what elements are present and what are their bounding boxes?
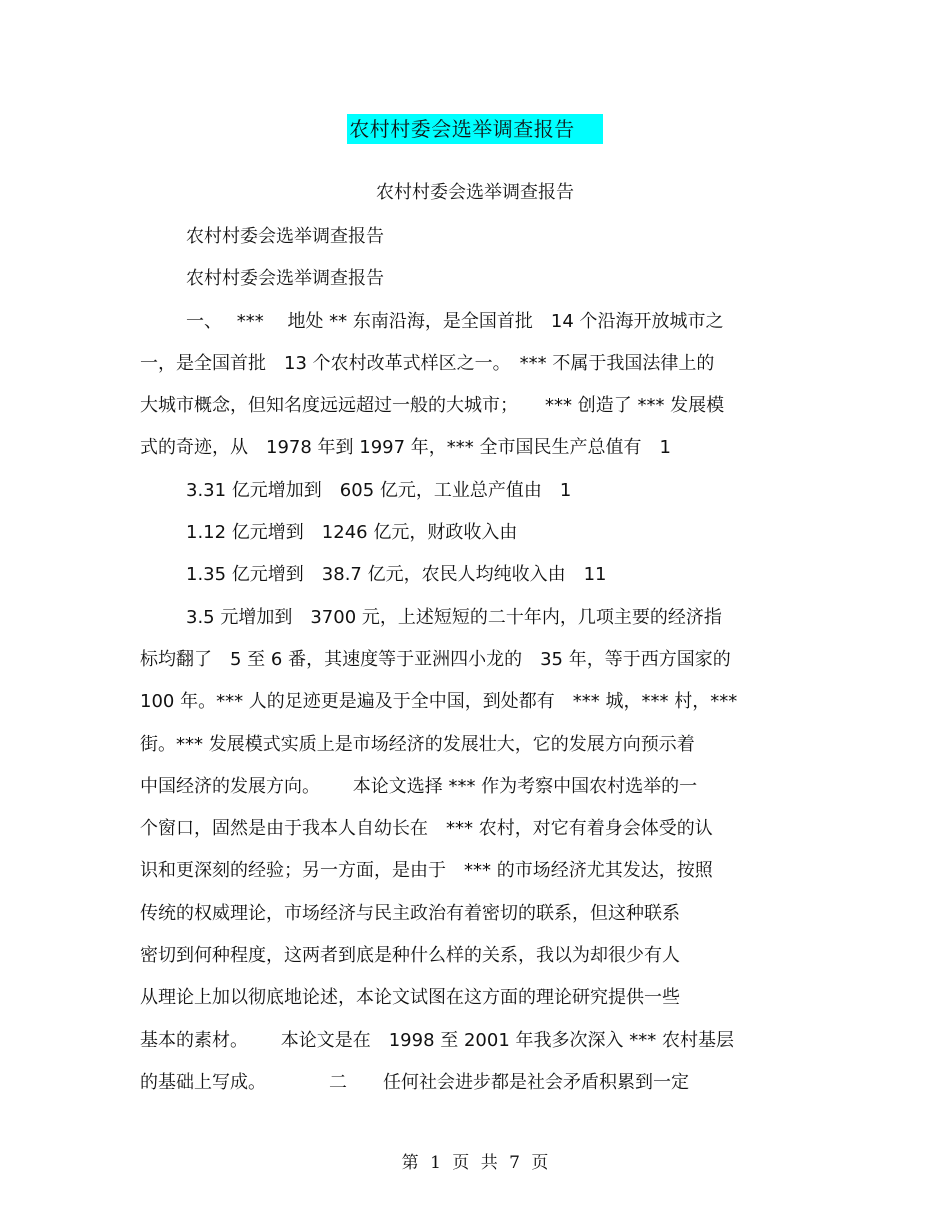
body-line: 中国经济的发展方向。 本论文选择 *** 作为考察中国农村选举的一 (140, 775, 698, 797)
document-body (140, 216, 820, 1104)
body-line: 密切到何种程度，这两者到底是种什么样的关系，我以为却很少有人 (140, 945, 680, 967)
body-line: 农村村委会选举调查报告 (186, 226, 384, 247)
body-line: 1.12 亿元增到 1246 亿元，财政收入由 (186, 522, 518, 544)
body-line: 基本的素材。 本论文是在 1998 至 2001 年我多次深入 *** 农村基层 (140, 1029, 734, 1051)
body-line: 识和更深刻的经验；另一方面，是由于 *** 的市场经济尤其发达，按照 (140, 860, 713, 882)
page-footer: 第 1 页 共 7 页 (401, 1153, 549, 1173)
body-line: 标均翻了 5 至 6 番，其速度等于亚洲四小龙的 35 年，等于西方国家的 (140, 648, 731, 670)
title-container (0, 114, 950, 144)
body-line: 从理论上加以彻底地论述，本论文试图在这方面的理论研究提供一些 (140, 987, 680, 1009)
body-line: 街。*** 发展模式实质上是市场经济的发展壮大，它的发展方向预示着 (140, 733, 695, 755)
body-line: 农村村委会选举调查报告 (186, 268, 384, 290)
document-subtitle: 农村村委会选举调查报告 (376, 182, 574, 203)
body-line: 式的奇迹，从 1978 年到 1997 年，*** 全市国民生产总值有 1 (140, 437, 671, 459)
body-line: 传统的权威理论，市场经济与民主政治有着密切的联系，但这种联系 (140, 902, 680, 924)
document-title: 农村村委会选举调查报告 (347, 114, 603, 144)
body-line: 的基础上写成。 二 任何社会进步都是社会矛盾积累到一定 (140, 1071, 689, 1093)
body-line: 一、 *** 地处 ** 东南沿海，是全国首批 14 个沿海开放城市之 (186, 310, 724, 332)
body-line: 100 年。*** 人的足迹更是遍及于全中国，到处都有 *** 城，*** 村，*** (140, 691, 738, 713)
body-line: 3.31 亿元增加到 605 亿元，工业总产值由 1 (186, 479, 572, 501)
body-line: 一，是全国首批 13 个农村改革式样区之一。 *** 不属于我国法律上的 (140, 352, 715, 374)
body-line: 个窗口，固然是由于我本人自幼长在 *** 农村，对它有着身会体受的认 (140, 818, 713, 840)
body-line: 3.5 元增加到 3700 元，上述短短的二十年内，几项主要的经济指 (186, 606, 722, 628)
body-line: 1.35 亿元增到 38.7 亿元，农民人均纯收入由 11 (186, 564, 607, 586)
body-line: 大城市概念，但知名度远远超过一般的大城市； *** 创造了 *** 发展模 (140, 395, 725, 417)
